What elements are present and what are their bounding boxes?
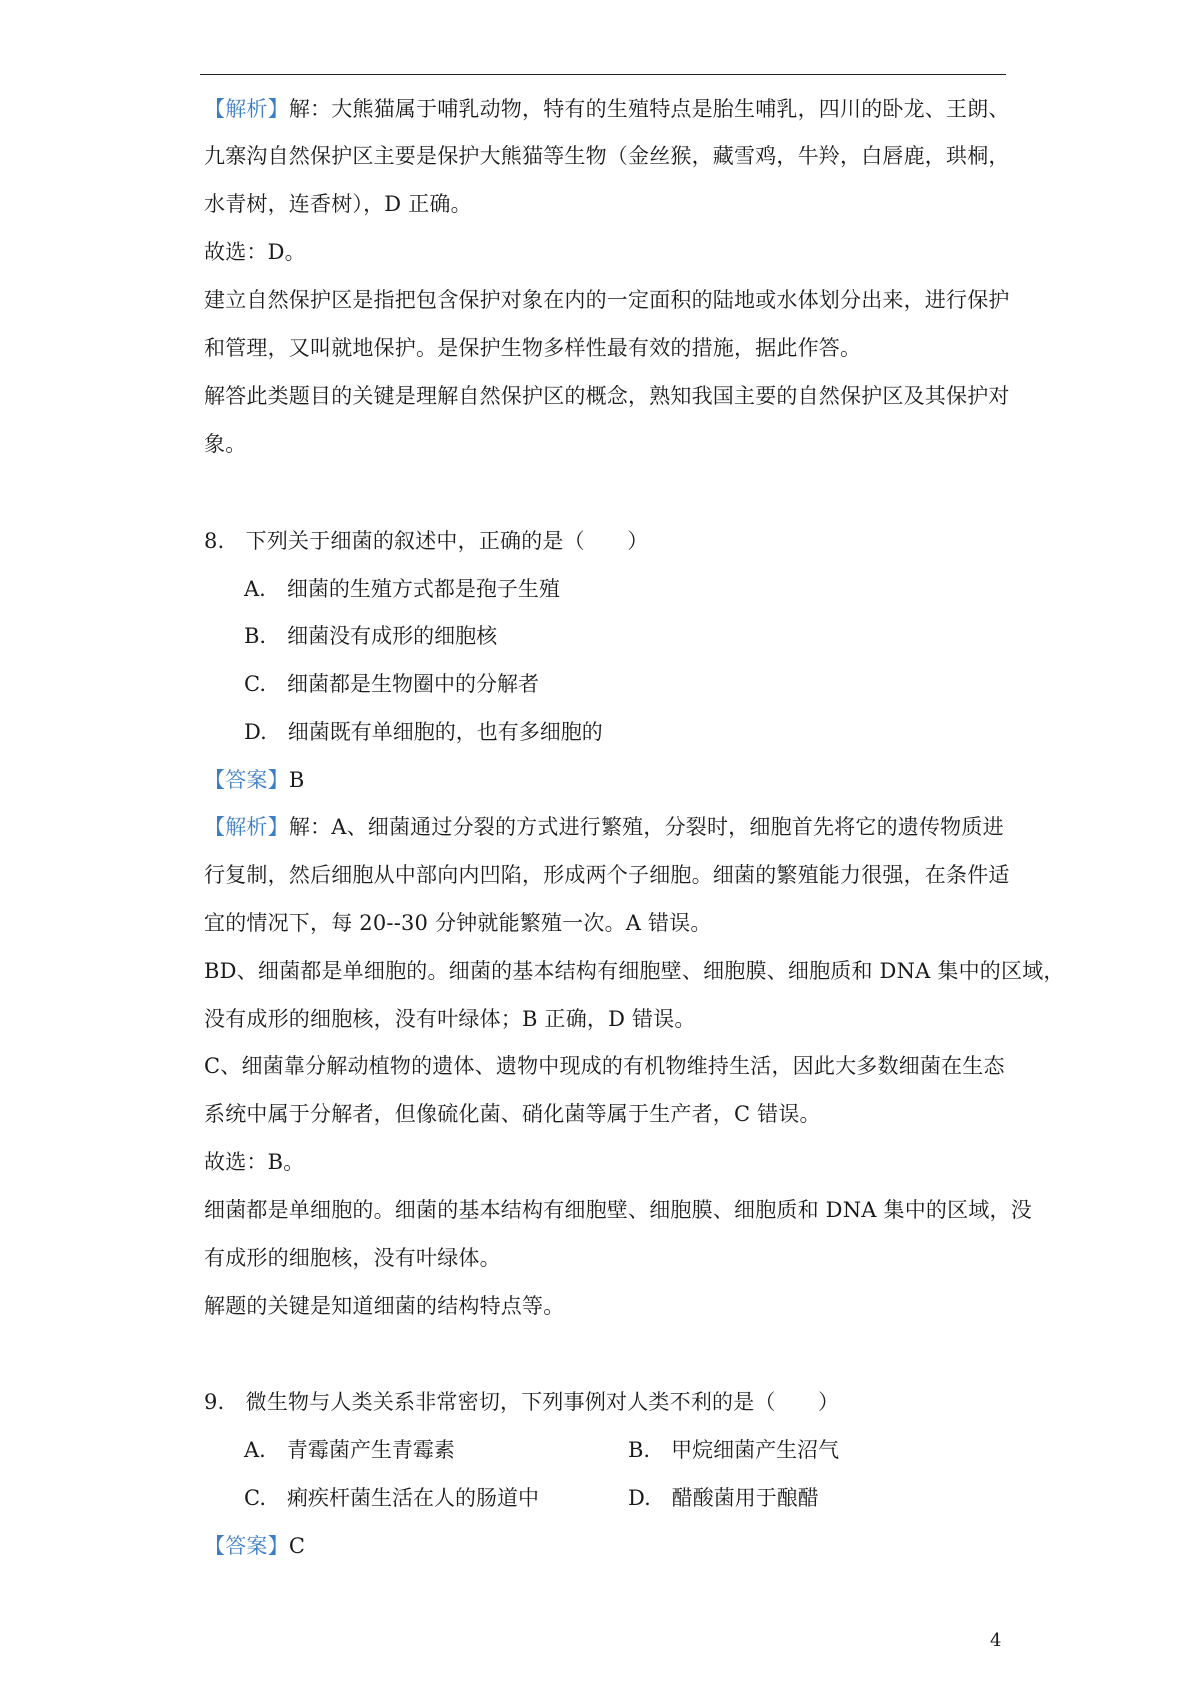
prev-note-line-1: 建立自然保护区是指把包含保护对象在内的一定面积的陆地或水体划分出来，进行保护	[204, 288, 1010, 312]
q9-option-a: A. 青霉菌产生青霉素	[244, 1438, 455, 1462]
prev-choose: 故选：D。	[204, 240, 306, 264]
q8-analysis-line-6: C、细菌靠分解动植物的遗体、遗物中现成的有机物维持生活，因此大多数细菌在生态	[204, 1054, 1005, 1078]
q9-stem: 9. 微生物与人类关系非常密切，下列事例对人类不利的是（ ）	[204, 1390, 840, 1414]
answer-tag: 【答案】	[204, 768, 289, 792]
q8-note-line-1: 细菌都是单细胞的。细菌的基本结构有细胞壁、细胞膜、细胞质和 DNA 集中的区域，没	[204, 1198, 1032, 1222]
header-rule	[200, 74, 1006, 75]
analysis-tag: 【解析】	[204, 815, 289, 839]
q8-analysis-line-5: 没有成形的细胞核，没有叶绿体；B 正确，D 错误。	[204, 1007, 696, 1031]
q8-option-a: A. 细菌的生殖方式都是孢子生殖	[244, 577, 560, 601]
q8-note-line-3: 解题的关键是知道细菌的结构特点等。	[204, 1294, 565, 1318]
prev-note-line-2: 和管理，又叫就地保护。是保护生物多样性最有效的措施，据此作答。	[204, 336, 862, 360]
q9-answer: 【答案】C	[204, 1534, 306, 1558]
prev-analysis-line-3: 水青树，连香树），D 正确。	[204, 192, 472, 216]
analysis-tag: 【解析】	[204, 97, 289, 121]
q8-analysis-line-3: 宜的情况下，每 20--30 分钟就能繁殖一次。A 错误。	[204, 911, 712, 935]
q8-analysis-line-2: 行复制，然后细胞从中部向内凹陷，形成两个子细胞。细菌的繁殖能力很强，在条件适	[204, 863, 1010, 887]
prev-note-line-4: 象。	[204, 432, 247, 456]
q9-option-b: B. 甲烷细菌产生沼气	[628, 1438, 840, 1462]
q8-option-c: C. 细菌都是生物圈中的分解者	[244, 672, 539, 696]
q8-stem: 8. 下列关于细菌的叙述中，正确的是（ ）	[204, 529, 649, 553]
q8-choose: 故选：B。	[204, 1150, 305, 1174]
q8-analysis-line-7: 系统中属于分解者，但像硫化菌、硝化菌等属于生产者，C 错误。	[204, 1102, 821, 1126]
q8-note-line-2: 有成形的细胞核，没有叶绿体。	[204, 1246, 501, 1270]
q9-option-d: D. 醋酸菌用于酿醋	[628, 1486, 819, 1510]
prev-note-line-3: 解答此类题目的关键是理解自然保护区的概念，熟知我国主要的自然保护区及其保护对	[204, 384, 1010, 408]
q8-option-d: D. 细菌既有单细胞的，也有多细胞的	[244, 720, 603, 744]
q8-option-b: B. 细菌没有成形的细胞核	[244, 624, 498, 648]
prev-analysis-line-2: 九寨沟自然保护区主要是保护大熊猫等生物（金丝猴，藏雪鸡，牛羚，白唇鹿，珙桐，	[204, 144, 1010, 168]
q9-option-c: C. 痢疾杆菌生活在人的肠道中	[244, 1486, 539, 1510]
q8-answer: 【答案】B	[204, 768, 305, 792]
page-number: 4	[990, 1630, 1002, 1651]
q8-analysis-line-1: 【解析】解：A、细菌通过分裂的方式进行繁殖，分裂时，细胞首先将它的遗传物质进	[204, 815, 1004, 839]
prev-analysis-line-1: 【解析】解：大熊猫属于哺乳动物，特有的生殖特点是胎生哺乳，四川的卧龙、王朗、	[204, 97, 1010, 121]
q8-analysis-line-4: BD、细菌都是单细胞的。细菌的基本结构有细胞壁、细胞膜、细胞质和 DNA 集中的区域，	[204, 959, 1065, 983]
answer-tag: 【答案】	[204, 1534, 289, 1558]
